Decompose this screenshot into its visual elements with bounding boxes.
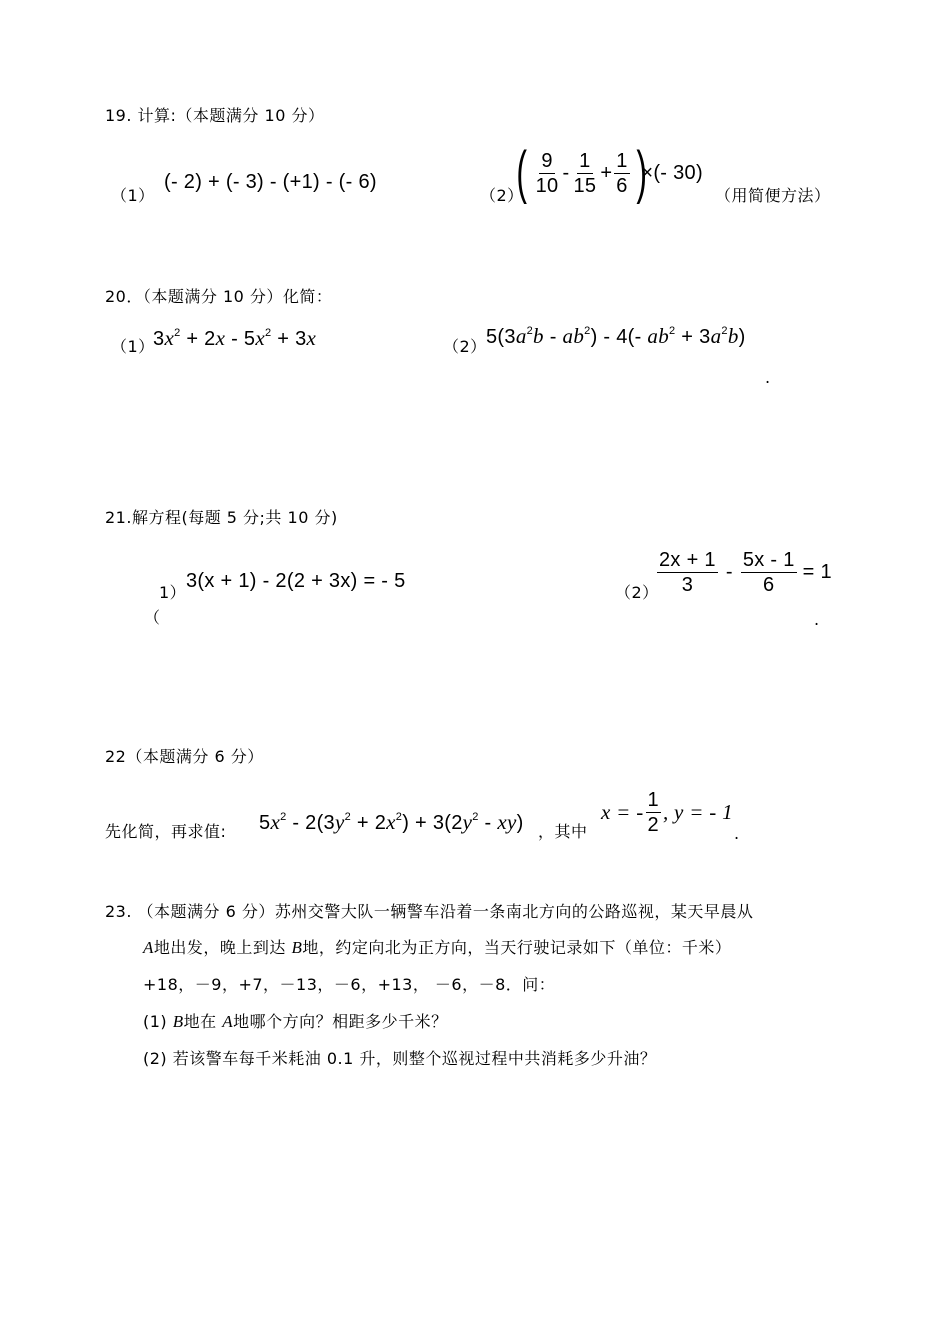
fraction-1-6: $\frac{1}{6}$	[616, 149, 628, 197]
subq1-text-c: 地在	[183, 1012, 223, 1031]
q22-mid-text: ，其中	[538, 822, 588, 841]
fraction-5x-minus-1-over-6: $\frac{5x - 1}{6}$	[742, 548, 795, 596]
q21-part1-label: 1）	[159, 583, 187, 602]
q22-condition	[601, 784, 733, 840]
point-a: A	[222, 1012, 234, 1031]
equals-one: = 1	[802, 561, 832, 583]
q22-title: 22（本题满分 6 分）	[105, 747, 264, 766]
q20-part1-label: （1）	[111, 337, 155, 356]
q20-part2-label: （2）	[443, 337, 487, 356]
q21-part1-expression: 3(x + 1) - 2(2 + 3x) = - 5	[186, 570, 406, 592]
q19-part2-note: （用简便方法）	[715, 186, 831, 205]
fraction-9-10: $\frac{9}{10}$	[535, 149, 559, 197]
q23-line1: 23. （本题满分 6 分）苏州交警大队一辆警车沿着一条南北方向的公路巡视，某天早晨从	[105, 902, 754, 921]
q19-title: 19. 计算:（本题满分 10 分）	[105, 106, 325, 125]
q21-part2-label: （2）	[615, 583, 659, 602]
minus-sign: -	[725, 561, 733, 583]
q19-part2-expression	[512, 140, 703, 205]
q20-part1-expression: $3x^2 + 2x - 5x^2 + 3x$	[153, 326, 317, 350]
right-parenthesis: )	[636, 140, 647, 205]
left-parenthesis: (	[516, 140, 528, 205]
q19-part1-label: （1）	[111, 186, 155, 205]
fraction-1-15: $\frac{1}{15}$	[573, 149, 597, 197]
q23-line2-text-b: 地出发，晚上到达	[153, 938, 292, 957]
point-b: B	[291, 938, 303, 957]
q21-title: 21.解方程(每题 5 分;共 10 分)	[105, 508, 338, 527]
q23-line2-text-d: 地，约定向北为正方向，当天行驶记录如下（单位：千米）	[302, 938, 732, 957]
q21-part1-paren: （	[144, 608, 161, 627]
q19-part2-label: （2）	[480, 186, 524, 205]
subq1-number: (1)	[143, 1012, 173, 1031]
q22-lead-text: 先化简，再求值:	[105, 822, 227, 841]
q20-title: 20．（本题满分 10 分）化简：	[105, 287, 333, 306]
q21-trailing-dot: .	[814, 610, 820, 629]
q22-expression: $5x^2 - 2(3y^2 + 2x^2) + 3(2y^2 - xy)$	[259, 810, 524, 834]
condition-y: , y = - 1	[662, 800, 733, 824]
fraction-2x-plus-1-over-3: $\frac{2x + 1}{3}$	[659, 548, 716, 596]
q19-part1-expression: (- 2) + (- 3) - (+1) - (- 6)	[164, 171, 377, 193]
q23-record-list: +18，－9，+7，－13，－6，+13， －6，－8．问：	[143, 975, 556, 994]
times-negative-30: ×(- 30)	[641, 162, 703, 184]
q22-trailing-dot: .	[734, 824, 740, 843]
q20-part2-expression: $5(3a^2b - ab^2) - 4(-$ $ab^2 + 3a^2b$)	[486, 324, 746, 348]
point-a: A	[143, 938, 154, 957]
point-b: B	[172, 1012, 184, 1031]
q23-subquestion-2: (2) 若该警车每千米耗油 0.1 升，则整个巡视过程中共消耗多少升油？	[143, 1049, 657, 1068]
q21-part2-expression	[655, 542, 832, 602]
fraction-1-2: $\frac{1}{2}$	[647, 788, 659, 836]
q23-subquestion-1	[143, 1012, 448, 1032]
minus-sign: -	[562, 162, 570, 184]
condition-x: x = -	[601, 800, 644, 824]
q23-line2	[143, 938, 731, 958]
plus-sign: +	[600, 162, 613, 184]
q20-trailing-dot: .	[765, 368, 771, 387]
subq1-text-e: 地哪个方向？相距多少千米？	[233, 1012, 448, 1031]
